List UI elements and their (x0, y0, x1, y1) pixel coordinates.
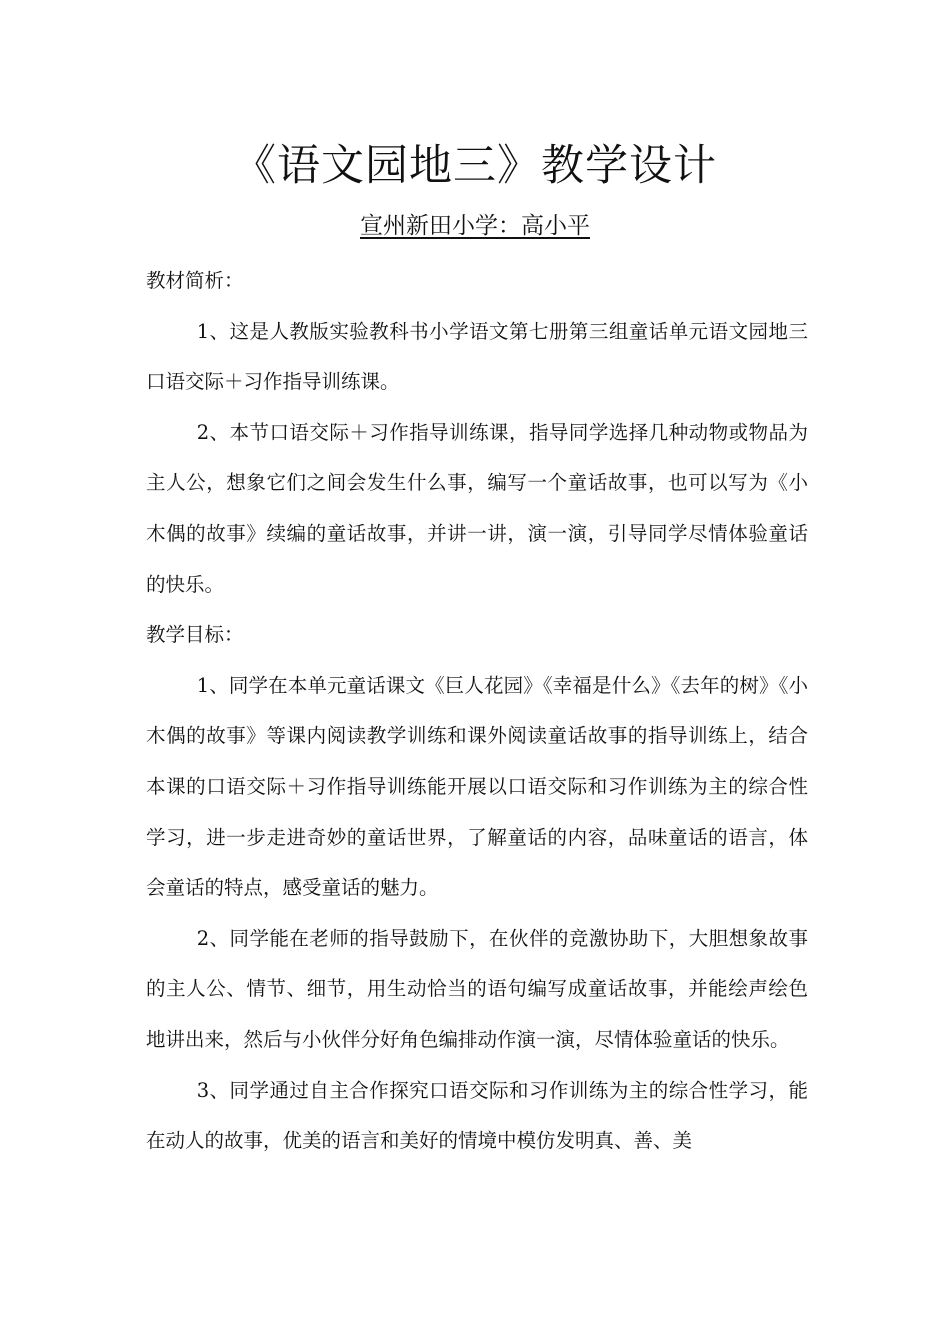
paragraph-analysis-2: 2、本节口语交际＋习作指导训练课，指导同学选择几种动物或物品为主人公，想象它们之间会发生什么事，编写一个童话故事，也可以写为《小木偶的故事》续编的童话故事，并讲一讲，演一演，引导同学尽情体验童话的快乐。 (146, 420, 808, 596)
document-title: 《语文园地三》教学设计 (233, 141, 717, 191)
paragraph-analysis-1: 1、这是人教版实验教科书小学语文第七册第三组童话单元语文园地三口语交际＋习作指导训练课。 (146, 319, 808, 394)
document-body (146, 256, 808, 1167)
author-line: 宣州新田小学：高小平 (360, 213, 590, 239)
section-heading-goals: 教学目标： (146, 623, 244, 647)
section-heading-analysis: 教材简析： (146, 269, 244, 292)
paragraph-goals-2: 2、同学能在老师的指导鼓励下，在伙伴的竞激协助下，大胆想象故事的主人公、情节、细节，用生动恰当的语句编写成童话故事，并能绘声绘色地讲出来，然后与小伙伴分好角色编排动作演一演，尽情体验童话的快乐。 (146, 926, 808, 1051)
paragraph-goals-1: 1、同学在本单元童话课文《巨人花园》《幸福是什么》《去年的树》《小木偶的故事》等课内阅读教学训练和课外阅读童话故事的指导训练上，结合本课的口语交际＋习作指导训练能开展以口语交际和习作训练为主的综合性学习，进一步走进奇妙的童话世界，了解童话的内容，品味童话的语言，体会童话的特点，感受童话的魅力。 (146, 673, 808, 900)
document-subtitle (0, 208, 950, 244)
paragraph-goals-3: 3、同学通过自主合作探究口语交际和习作训练为主的综合性学习，能在动人的故事，优美的语言和美好的情境中模仿发明真、善、美 (146, 1078, 808, 1153)
